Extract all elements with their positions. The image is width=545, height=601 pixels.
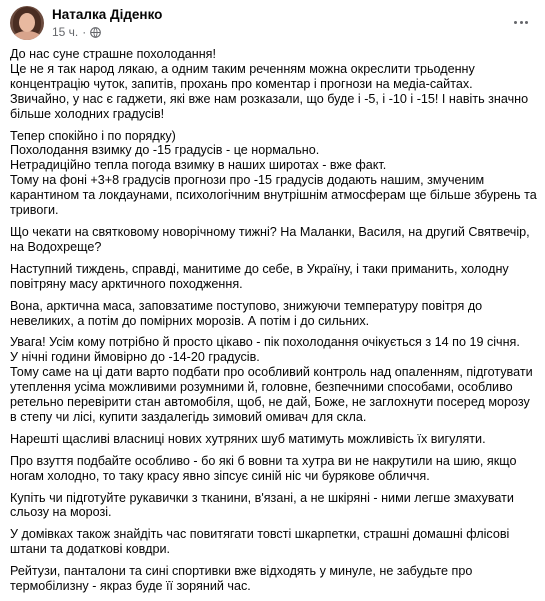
- post-paragraph: Рейтузи, панталони та сині спортивки вже відходять у минуле, не забудьте про термобілизну - якраз буде її зоряний час.: [10, 564, 473, 594]
- post-paragraph: Увага! Усім кому потрібно й просто цікаво - пік похолодання очікується з 14 по 19 січня. У нічні години ймовірно до -14-20 градусів. Тому саме на ці дати варто подбати про особливий контроль над опаленням, підготувати утеплення усіма можливими розумними й, головне, безпечними способами, особливо ретельно перевірити стан автомобіля, щоб, не дай, Боже, не заглохнути посеред морозу в степу чи лісі, купити заздалегідь зимовий омивач для скла.: [10, 335, 533, 424]
- more-options-icon[interactable]: [511, 12, 531, 32]
- post-paragraph: Наступний тиждень, справді, манитиме до себе, в Україну, і таки приманить, холодну повітряну масу арктичного походження.: [10, 261, 509, 291]
- meta-separator: ·: [82, 25, 87, 39]
- post-paragraph: Купіть чи підготуйте рукавички з тканини, в'язані, а не шкіряні - ними легше змахувати сльозу на морозі.: [10, 490, 514, 520]
- post-header: [10, 6, 535, 40]
- post-text: [10, 47, 540, 601]
- post-paragraph: До нас суне страшне похолодання! Це не я так народ лякаю, а одним таким реченням можна окреслити трьоденну концентрацію чуток, запитів, прохань про коментар і прогнози на медіа-сайтах. Звичайно, у нас є гаджети, які вже нам розказали, що буде і -5, і -10 і -15! І навіть значно більше холодних градусів!: [10, 47, 529, 121]
- avatar[interactable]: [10, 6, 44, 40]
- post-paragraph: Вона, арктична маса, заповзатиме поступово, знижуючи температуру повітря до невеликих, а потім до помірних морозів. А потім і до сильних.: [10, 298, 483, 328]
- post-paragraph: Тепер спокійно і по порядку) Похолодання взимку до -15 градусів - це нормально. Нетрадиційно тепла погода взимку в наших широтах - вже факт. Тому на фоні +3+8 градусів прогнози про -15 градусів додають нашим, змученим карантином та локдаунами, психологічним внутрішнім атмосферам ще більше збурень та тривоги.: [10, 128, 537, 218]
- globe-icon[interactable]: [90, 27, 101, 38]
- post-paragraph: Про взуття подбайте особливо - бо які б вовни та хутра ви не накрутили на шию, якщо ногам холодно, то таку красу явно зіпсує синій ніс чи бурякове обличчя.: [10, 453, 517, 483]
- post-paragraph: У домівках також знайдіть час повитягати товсті шкарпетки, страшні домашні флісові штани та додаткові ковдри.: [10, 527, 510, 557]
- post-paragraph: Що чекати на святковому новорічному тижні? На Маланки, Василя, на другий Святвечір, на Водохреще?: [10, 224, 530, 254]
- post-meta: [52, 25, 101, 39]
- post-paragraph: Нарешті щасливі власниці нових хутряних шуб матимуть можливість їх вигуляти.: [10, 431, 486, 446]
- author-name[interactable]: Наталка Діденко: [52, 7, 163, 22]
- post-time[interactable]: 15 ч.: [52, 25, 79, 39]
